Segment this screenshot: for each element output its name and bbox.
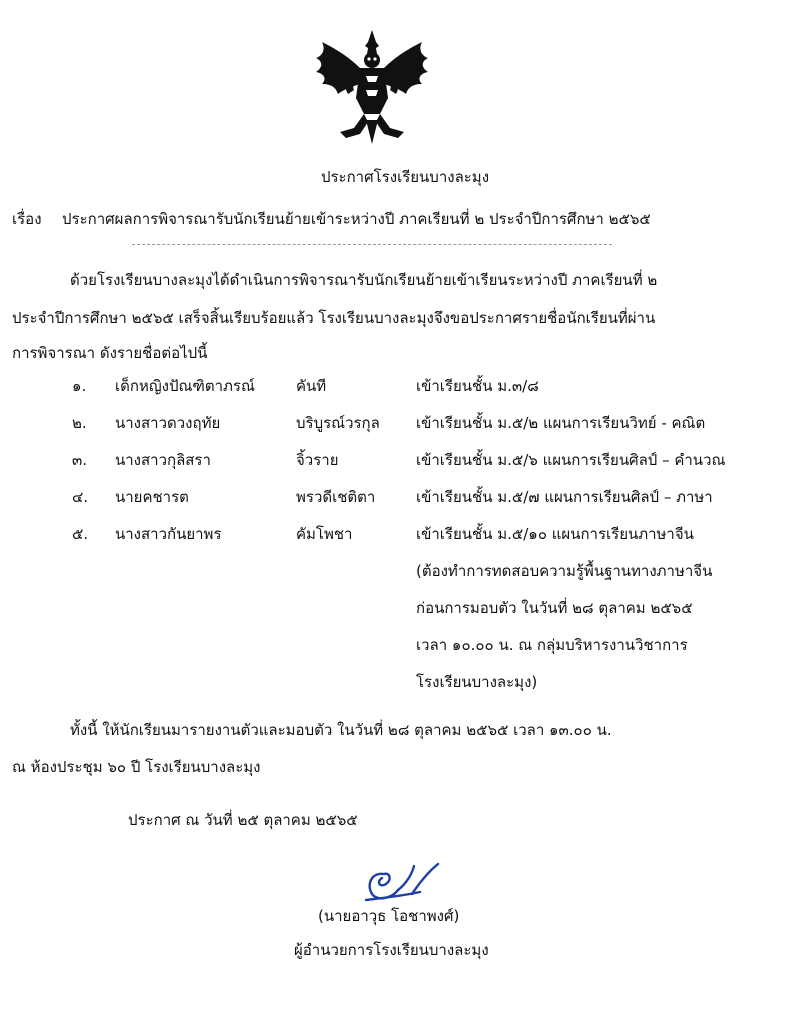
student-last-name: บริบูรณ์วรกุล bbox=[296, 414, 380, 432]
student-first-name: เด็กหญิงปัณฑิตาภรณ์ bbox=[115, 377, 255, 395]
note-line-4: โรงเรียนบางละมุง) bbox=[416, 673, 538, 691]
student-class: เข้าเรียนชั้น ม.๕/๒ แผนการเรียนวิทย์ - คณิต bbox=[416, 414, 706, 432]
student-number: ๑. bbox=[72, 377, 87, 395]
student-first-name: นางสาวกันยาพร bbox=[115, 525, 222, 543]
student-number: ๓. bbox=[72, 451, 88, 469]
intro-line-3: การพิจารณา ดังรายชื่อต่อไปนี้ bbox=[12, 344, 208, 362]
student-first-name: นายคชารต bbox=[115, 488, 189, 506]
intro-line-1: ด้วยโรงเรียนบางละมุงได้ดำเนินการพิจารณารับนักเรียนย้ายเข้าเรียนระหว่างปี ภาคเรียนที่ ๒ bbox=[70, 271, 658, 289]
student-number: ๔. bbox=[72, 488, 89, 506]
garuda-emblem-icon bbox=[310, 28, 435, 146]
student-last-name: พรวดีเชติตา bbox=[296, 488, 376, 506]
handwritten-signature bbox=[362, 862, 444, 904]
note-line-1: (ต้องทำการทดสอบความรู้พื้นฐานทางภาษาจีน bbox=[416, 562, 713, 580]
announce-date: ประกาศ ณ วันที่ ๒๕ ตุลาคม ๒๕๖๕ bbox=[128, 811, 358, 829]
announcement-title: ประกาศโรงเรียนบางละมุง bbox=[320, 168, 490, 186]
student-class: เข้าเรียนชั้น ม.๕/๗ แผนการเรียนศิลป์ – ภาษา bbox=[416, 488, 713, 506]
intro-line-2: ประจำปีการศึกษา ๒๕๖๕ เสร็จสิ้นเรียบร้อยแล้ว โรงเรียนบางละมุงจึงขอประกาศรายชื่อนักเรียนที่ผ่าน bbox=[12, 309, 656, 327]
closing-line-1: ทั้งนี้ ให้นักเรียนมารายงานตัวและมอบตัว ในวันที่ ๒๘ ตุลาคม ๒๕๖๕ เวลา ๑๓.๐๐ น. bbox=[70, 721, 612, 739]
student-class: เข้าเรียนชั้น ม.๕/๖ แผนการเรียนศิลป์ – คำนวณ bbox=[416, 451, 726, 469]
student-number: ๒. bbox=[72, 414, 87, 432]
note-line-2: ก่อนการมอบตัว ในวันที่ ๒๘ ตุลาคม ๒๕๖๕ bbox=[416, 599, 693, 617]
note-line-3: เวลา ๑๐.๐๐ น. ณ กลุ่มบริหารงานวิชาการ bbox=[416, 636, 688, 654]
student-class: เข้าเรียนชั้น ม.๕/๑๐ แผนการเรียนภาษาจีน bbox=[416, 525, 694, 543]
student-row bbox=[0, 448, 810, 478]
student-row bbox=[0, 522, 810, 552]
signatory-position: ผู้อำนวยการโรงเรียนบางละมุง bbox=[294, 941, 489, 959]
subject-text: ประกาศผลการพิจารณารับนักเรียนย้ายเข้าระหว่างปี ภาคเรียนที่ ๒ ประจำปีการศึกษา ๒๕๖๕ bbox=[62, 210, 651, 228]
student-class: เข้าเรียนชั้น ม.๓/๘ bbox=[416, 377, 539, 395]
student-last-name: จิ้วราย bbox=[296, 451, 339, 469]
student-first-name: นางสาวกุลิสรา bbox=[115, 451, 211, 469]
signatory-name: (นายอาวุธ โอชาพงศ์) bbox=[318, 907, 460, 925]
divider bbox=[132, 244, 612, 245]
student-row bbox=[0, 374, 810, 404]
student-row bbox=[0, 485, 810, 515]
student-last-name: คันที bbox=[296, 377, 327, 395]
closing-line-2: ณ ห้องประชุม ๖๐ ปี โรงเรียนบางละมุง bbox=[12, 758, 261, 776]
subject-label: เรื่อง bbox=[12, 210, 42, 228]
student-last-name: คัมโพชา bbox=[296, 525, 353, 543]
student-number: ๕. bbox=[72, 525, 89, 543]
student-row bbox=[0, 411, 810, 441]
student-first-name: นางสาวดวงฤทัย bbox=[115, 414, 221, 432]
